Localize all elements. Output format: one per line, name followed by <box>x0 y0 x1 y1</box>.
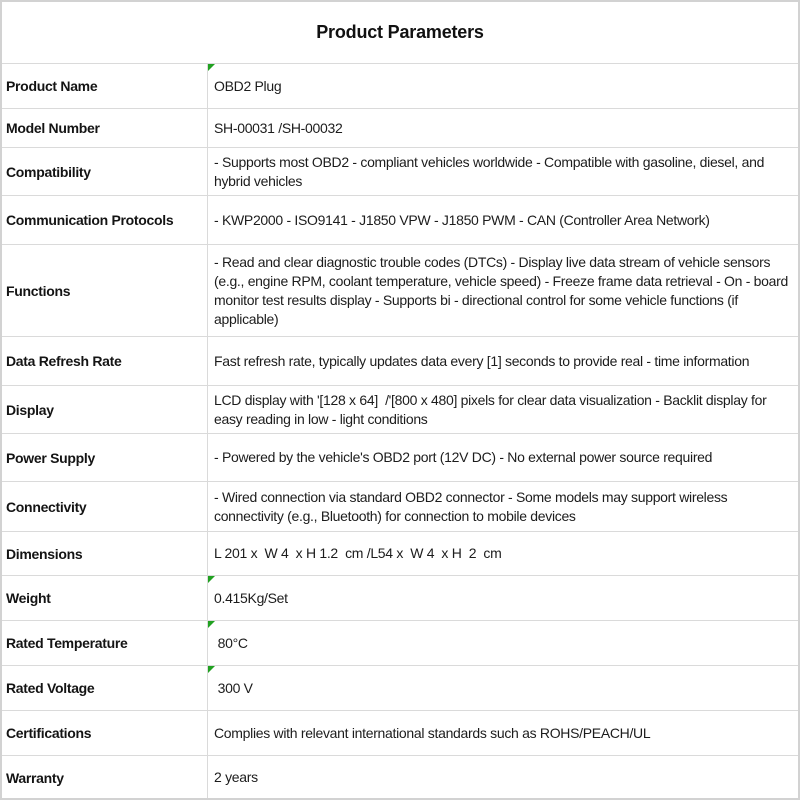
row-label: Compatibility <box>2 148 208 195</box>
table-row <box>2 195 798 244</box>
page-title: Product Parameters <box>316 22 484 42</box>
row-value-cell <box>208 434 798 481</box>
row-value-cell <box>208 337 798 385</box>
table-row <box>2 665 798 710</box>
table-row <box>2 336 798 385</box>
row-label: Certifications <box>2 711 208 755</box>
row-value-cell <box>208 532 798 575</box>
cell-corner-flag-icon <box>208 621 215 628</box>
row-value-text: Complies with relevant international standards such as ROHS/PEACH/UL <box>214 724 651 741</box>
row-label: Weight <box>2 576 208 620</box>
row-value-text: - Wired connection via standard OBD2 connector - Some models may support wireless connectivity (e.g., Bluetooth) for connection to mobile devices <box>214 488 731 524</box>
table-row <box>2 531 798 575</box>
row-label: Functions <box>2 245 208 336</box>
row-value-cell <box>208 482 798 531</box>
row-value-text: - Read and clear diagnostic trouble codes (DTCs) - Display live data stream of vehicle sensors (e.g., engine RPM, coolant temperature, vehicle speed) - Freeze frame data retrieval - On - board monitor test results display - Supports bi - directional control for some vehicle functions (if applicable) <box>214 253 792 327</box>
row-value-text: 2 years <box>214 769 258 785</box>
row-value-cell <box>208 576 798 620</box>
row-value-cell <box>208 148 798 195</box>
row-value-cell <box>208 109 798 147</box>
row-label: Dimensions <box>2 532 208 575</box>
cell-corner-flag-icon <box>208 666 215 673</box>
row-label: Model Number <box>2 109 208 147</box>
table-row <box>2 433 798 481</box>
row-value-text: Fast refresh rate, typically updates data every [1] seconds to provide real - time information <box>214 352 750 369</box>
table-row <box>2 63 798 108</box>
row-label: Rated Temperature <box>2 621 208 665</box>
row-label: Display <box>2 386 208 433</box>
table-row <box>2 147 798 195</box>
row-label: Communication Protocols <box>2 196 208 244</box>
row-value-cell <box>208 196 798 244</box>
table-row <box>2 244 798 336</box>
table-row <box>2 385 798 433</box>
row-value-cell <box>208 711 798 755</box>
cell-corner-flag-icon <box>208 64 215 71</box>
row-label: Power Supply <box>2 434 208 481</box>
row-value-text: 80°C <box>214 634 248 651</box>
table-row <box>2 108 798 147</box>
table-row <box>2 481 798 531</box>
row-label: Product Name <box>2 64 208 108</box>
table-row <box>2 575 798 620</box>
row-value-cell <box>208 666 798 710</box>
row-label: Connectivity <box>2 482 208 531</box>
row-label: Data Refresh Rate <box>2 337 208 385</box>
row-value-cell <box>208 245 798 336</box>
row-value-text: - Supports most OBD2 - compliant vehicles worldwide - Compatible with gasoline, diesel, and hybrid vehicles <box>214 153 768 189</box>
row-value-text: L 201 x W 4 x H 1.2 cm /L54 x W 4 x H 2 cm <box>214 545 502 561</box>
row-value-cell <box>208 64 798 108</box>
table-row <box>2 620 798 665</box>
table-title-row <box>2 2 798 63</box>
row-value-text: 0.415Kg/Set <box>214 589 288 606</box>
table-row <box>2 755 798 799</box>
row-value-text: SH-00031 /SH-00032 <box>214 119 343 136</box>
row-value-text: 300 V <box>214 679 253 696</box>
table-body <box>2 63 798 799</box>
row-value-cell <box>208 386 798 433</box>
cell-corner-flag-icon <box>208 576 215 583</box>
row-value-cell <box>208 621 798 665</box>
row-value-text: OBD2 Plug <box>214 77 282 94</box>
row-value-text: - Powered by the vehicle's OBD2 port (12V DC) - No external power source required <box>214 449 713 465</box>
row-value-cell <box>208 756 798 799</box>
row-value-text: LCD display with '[128 x 64] /'[800 x 480] pixels for clear data visualization - Backlit display for easy reading in low - light conditions <box>214 391 771 427</box>
row-label: Warranty <box>2 756 208 799</box>
table-row <box>2 710 798 755</box>
row-label: Rated Voltage <box>2 666 208 710</box>
row-value-text: - KWP2000 - ISO9141 - J1850 VPW - J1850 PWM - CAN (Controller Area Network) <box>214 211 710 228</box>
